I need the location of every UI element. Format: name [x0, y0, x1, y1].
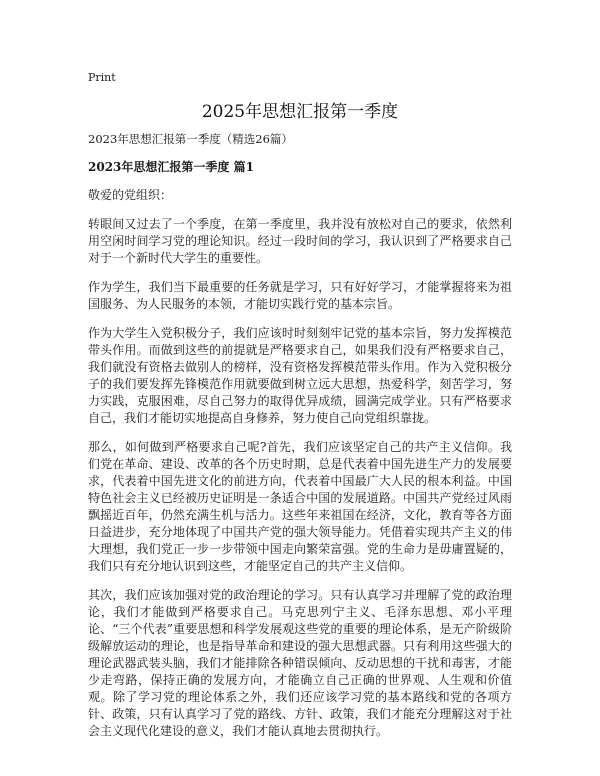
section-heading: 2023年思想汇报第一季度 篇1	[88, 160, 254, 174]
page-title: 2025年思想汇报第一季度	[201, 102, 399, 122]
paragraph-2: 作为学生，我们当下最重要的任务就是学习，只有好好学习，才能掌握将来为祖国服务、为人民服务的本领，才能切实践行党的基本宗旨。	[88, 280, 512, 311]
print-label[interactable]: Print	[88, 71, 116, 84]
salutation: 敬爱的党组织：	[88, 188, 173, 202]
paragraph-4: 那么，如何做到严格要求自己呢?首先，我们应该坚定自己的共产主义信仰。我们党在革命、建设、改革的各个历史时期，总是代表着中国先进生产力的发展要求，代表着中国先进文化的前进方向，代表着中国最广大人民的根本利益。中国特色社会主义已经被历史证明是一条适合中国的发展道路。中国共产党经过风雨飘摇近百年，仍然充满生机与活力。这些年来祖国在经济，文化，教育等各方面日益进步，充分地体现了中国共产党的强大领导能力。凭借着实现共产主义的伟大理想，我们党正一步一步带领中国走向繁荣富强。党的生命力是毋庸置疑的，我们只有充分地认识到这些，才能坚定自己的共产主义信仰。	[88, 440, 512, 573]
document-body	[88, 131, 512, 752]
paragraph-5: 其次，我们应该加强对党的政治理论的学习。只有认真学习并理解了党的政治理论，我们才能做到严格要求自己。马克思列宁主义、毛泽东思想、邓小平理论、“三个代表”重要思想和科学发展观这些党的重要的理论体系，是无产阶级阶级解放运动的理论，也是指导革命和建设的强大思想武器。只有利用这些强大的理论武器武装头脑，我们才能排除各种错误倾向、反动思想的干扰和毒害，才能少走弯路，保持正确的发展方向，才能确立自己正确的世界观、人生观和价值观。除了学习党的理论体系之外，我们还应该学习党的基本路线和党的各项方针、政策，只有认真学习了党的路线、方针、政策，我们才能充分理解这对于社会主义现代化建设的意义，我们才能认真地去贯彻执行。	[88, 588, 512, 738]
paragraph-3: 作为大学生入党积极分子，我们应该时时刻刻牢记党的基本宗旨，努力发挥模范带头作用。而做到这些的前提就是严格要求自己，如果我们没有严格要求自己，我们就没有资格去做别人的榜样，没有资格发挥模范带头作用。作为入党积极分子的我们要发挥先锋模范作用就要做到树立远大思想，热爱科学，刻苦学习，努力实践，克服困难，尽自己努力的取得优异成绩，圆满完成学业。只有严格要求自己，我们才能切实地提高自身修养，努力使自己向党组织靠拢。	[88, 326, 512, 425]
paragraph-1: 转眼间又过去了一个季度，在第一季度里，我并没有放松对自己的要求，依然利用空闲时间学习党的理论知识。经过一段时间的学习，我认识到了严格要求自己对于一个新时代大学生的重要性。	[88, 217, 512, 265]
document-subtitle: 2023年思想汇报第一季度（精选26篇）	[88, 132, 293, 146]
